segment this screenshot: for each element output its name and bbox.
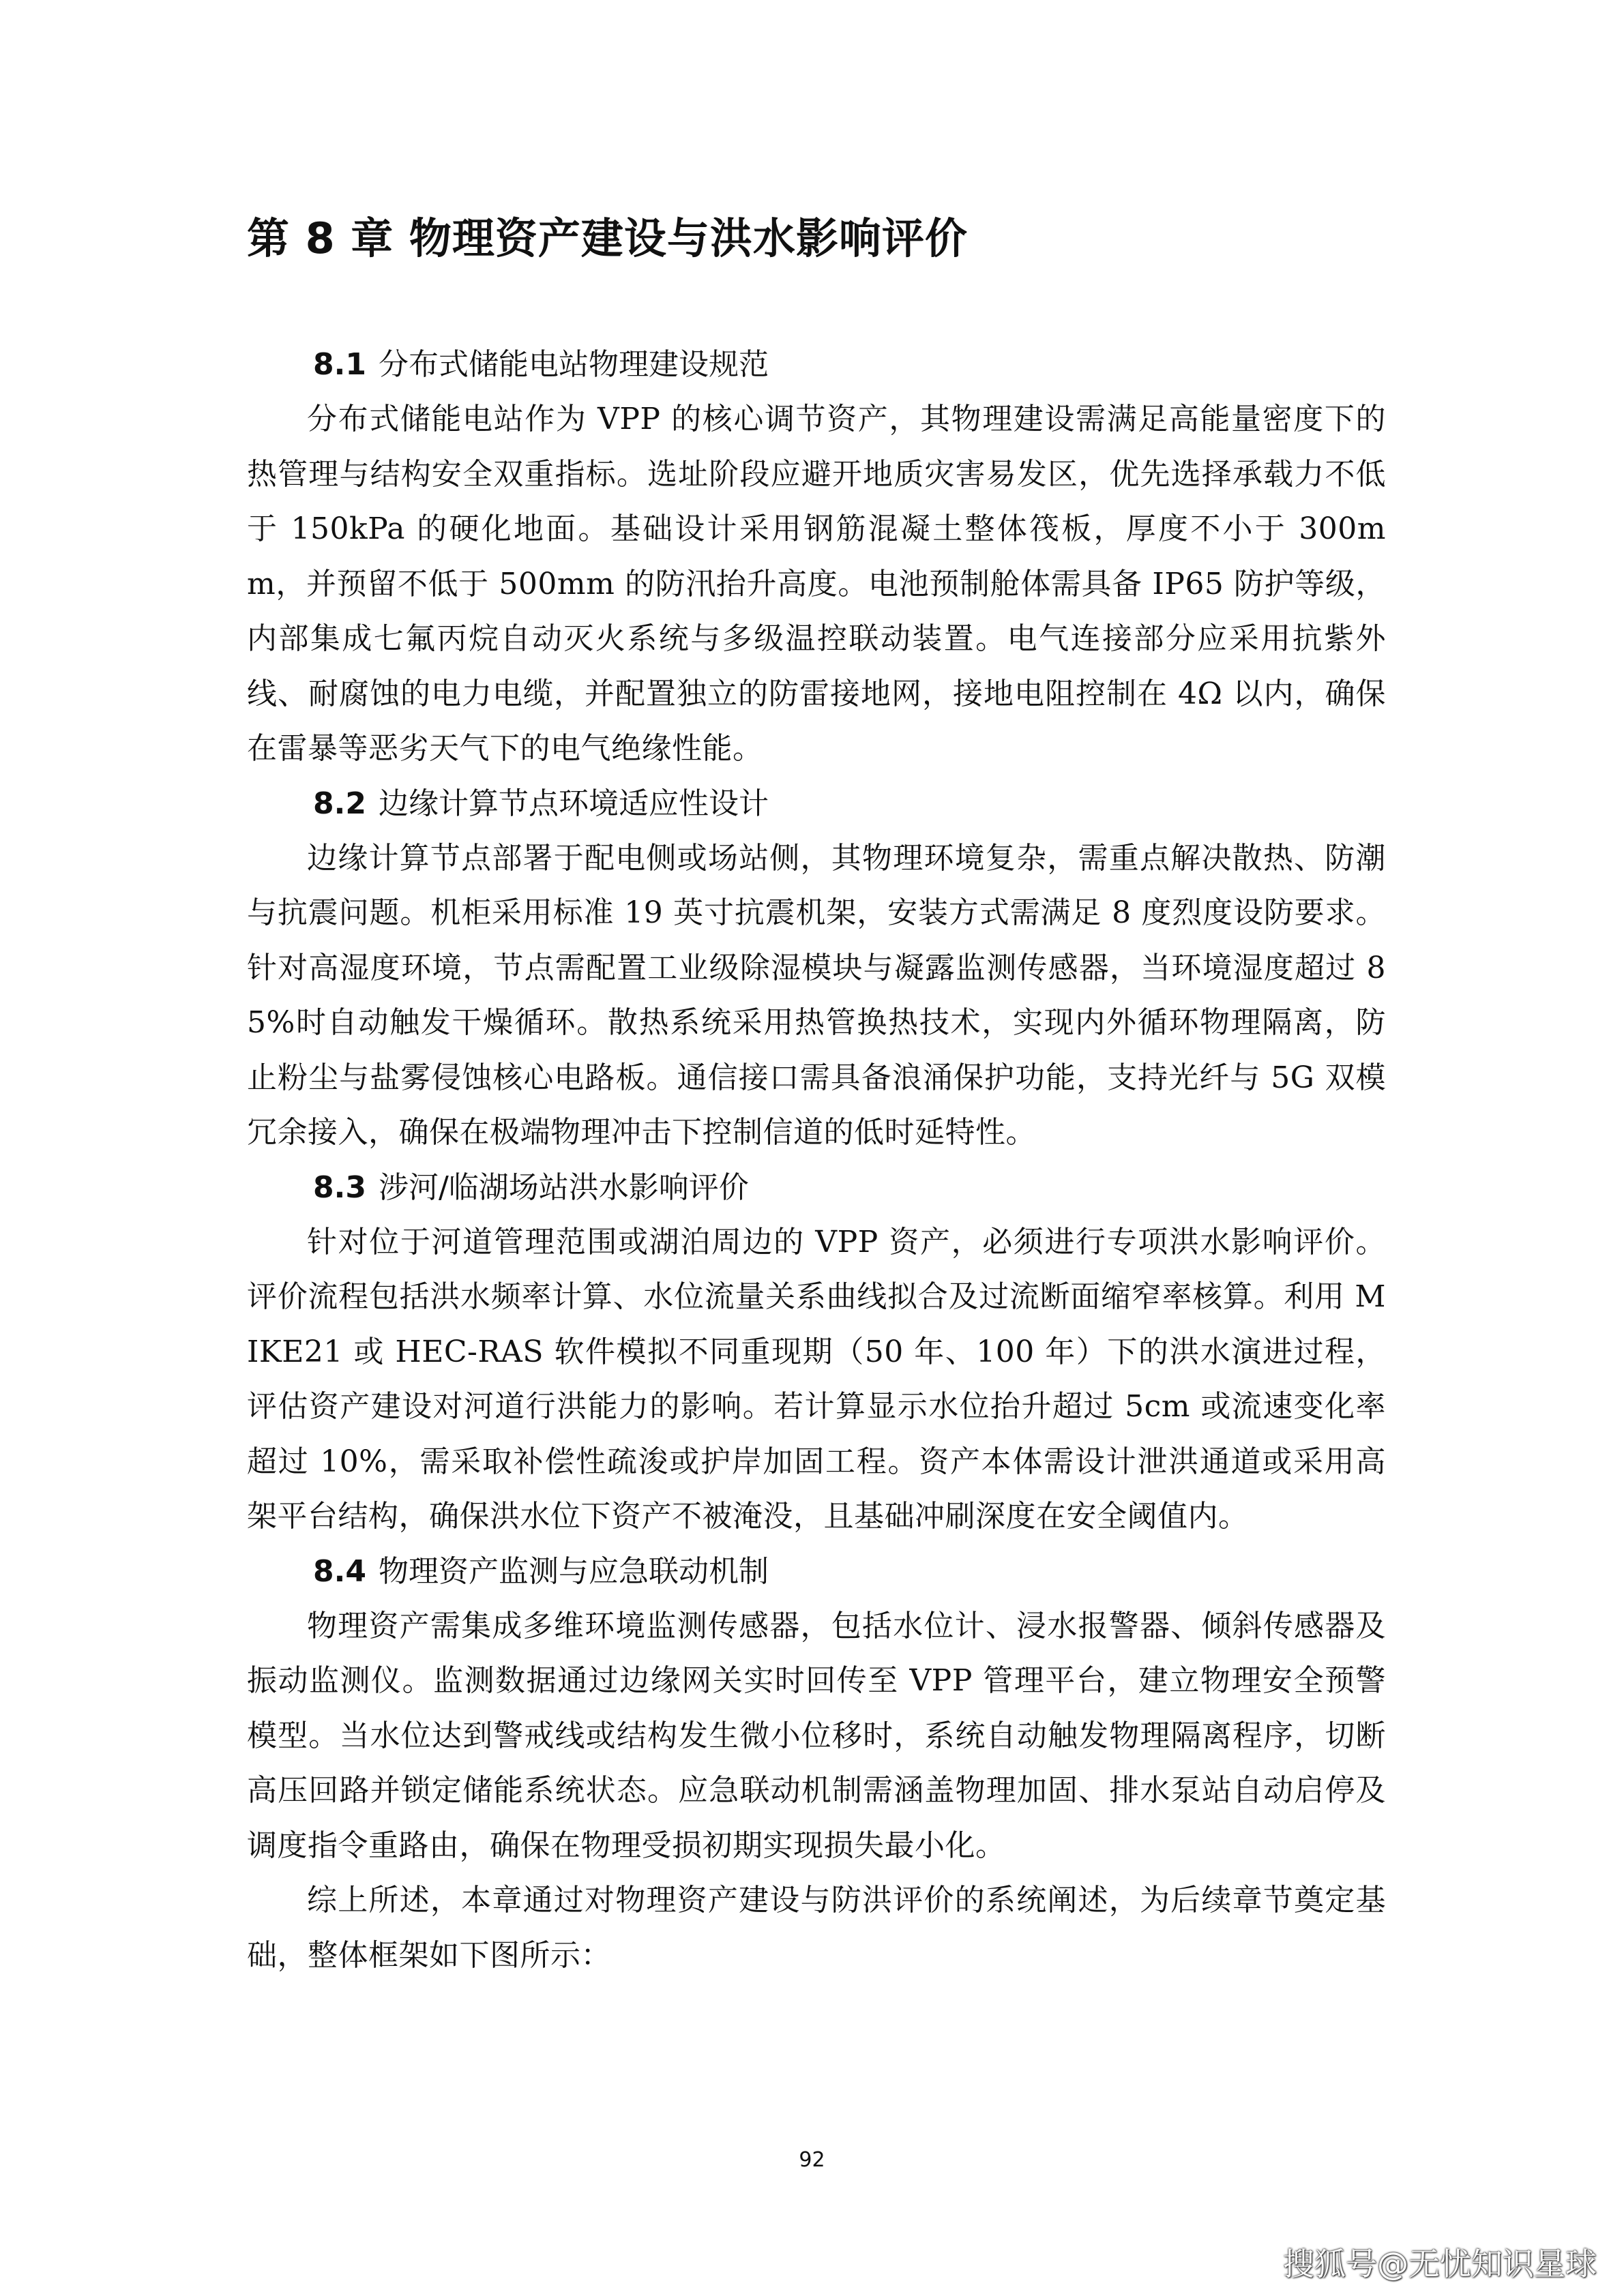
section-heading-8-1	[247, 338, 1386, 392]
section-number: 8.4	[313, 1553, 366, 1589]
section-heading-8-3	[247, 1161, 1386, 1215]
summary-paragraph: 综上所述，本章通过对物理资产建设与防洪评价的系统阐述，为后续章节奠定基础，整体框架如下图所示：	[247, 1883, 1386, 1973]
paragraph: 边缘计算节点部署于配电侧或场站侧，其物理环境复杂，需重点解决散热、防潮与抗震问题。机柜采用标准 19 英寸抗震机架，安装方式需满足 8 度烈度设防要求。针对高湿度环境，节点需配置工业级除湿模块与凝露监测传感器，当环境湿度超过 85%时自动触发干燥循环。散热系统采用热管换热技术，实现内外循环物理隔离，防止粉尘与盐雾侵蚀核心电路板。通信接口需具备浪涌保护功能，支持光纤与 5G 双模冗余接入，确保在极端物理冲击下控制信道的低时延特性。	[247, 840, 1386, 1150]
source-watermark: 搜狐号@无忧知识星球	[1283, 2246, 1597, 2282]
section-title: 边缘计算节点环境适应性设计	[378, 786, 769, 821]
section-title: 物理资产监测与应急联动机制	[378, 1553, 769, 1589]
section-title: 涉河/临湖场站洪水影响评价	[378, 1169, 749, 1205]
document-body	[247, 338, 1386, 1983]
section-title: 分布式储能电站物理建设规范	[378, 347, 769, 382]
section-number: 8.1	[313, 347, 366, 382]
paragraph: 物理资产需集成多维环境监测传感器，包括水位计、浸水报警器、倾斜传感器及振动监测仪。监测数据通过边缘网关实时回传至 VPP 管理平台，建立物理安全预警模型。当水位达到警戒线或结构发生微小位移时，系统自动触发物理隔离程序，切断高压回路并锁定储能系统状态。应急联动机制需涵盖物理加固、排水泵站自动启停及调度指令重路由，确保在物理受损初期实现损失最小化。	[247, 1608, 1386, 1863]
paragraph: 针对位于河道管理范围或湖泊周边的 VPP 资产，必须进行专项洪水影响评价。评价流程包括洪水频率计算、水位流量关系曲线拟合及过流断面缩窄率核算。利用 MIKE21 或 HEC-RAS 软件模拟不同重现期（50 年、100 年）下的洪水演进过程，评估资产建设对河道行洪能力的影响。若计算显示水位抬升超过 5cm 或流速变化率超过 10%，需采取补偿性疏浚或护岸加固工程。资产本体需设计泄洪通道或采用高架平台结构，确保洪水位下资产不被淹没，且基础冲刷深度在安全阈值内。	[247, 1224, 1386, 1534]
section-number: 8.3	[313, 1169, 366, 1205]
page-number: 92	[799, 2148, 825, 2172]
section-heading-8-2	[247, 777, 1386, 831]
section-number: 8.2	[313, 786, 366, 821]
paragraph: 分布式储能电站作为 VPP 的核心调节资产，其物理建设需满足高能量密度下的热管理与结构安全双重指标。选址阶段应避开地质灾害易发区，优先选择承载力不低于 150kPa 的硬化地面。基础设计采用钢筋混凝土整体筏板，厚度不小于 300mm，并预留不低于 500mm 的防汛抬升高度。电池预制舱体需具备 IP65 防护等级，内部集成七氟丙烷自动灭火系统与多级温控联动装置。电气连接部分应采用抗紫外线、耐腐蚀的电力电缆，并配置独立的防雷接地网，接地电阻控制在 4Ω 以内，确保在雷暴等恶劣天气下的电气绝缘性能。	[247, 402, 1386, 766]
section-heading-8-4	[247, 1545, 1386, 1599]
chapter-title: 第 8 章 物理资产建设与洪水影响评价	[247, 213, 968, 263]
